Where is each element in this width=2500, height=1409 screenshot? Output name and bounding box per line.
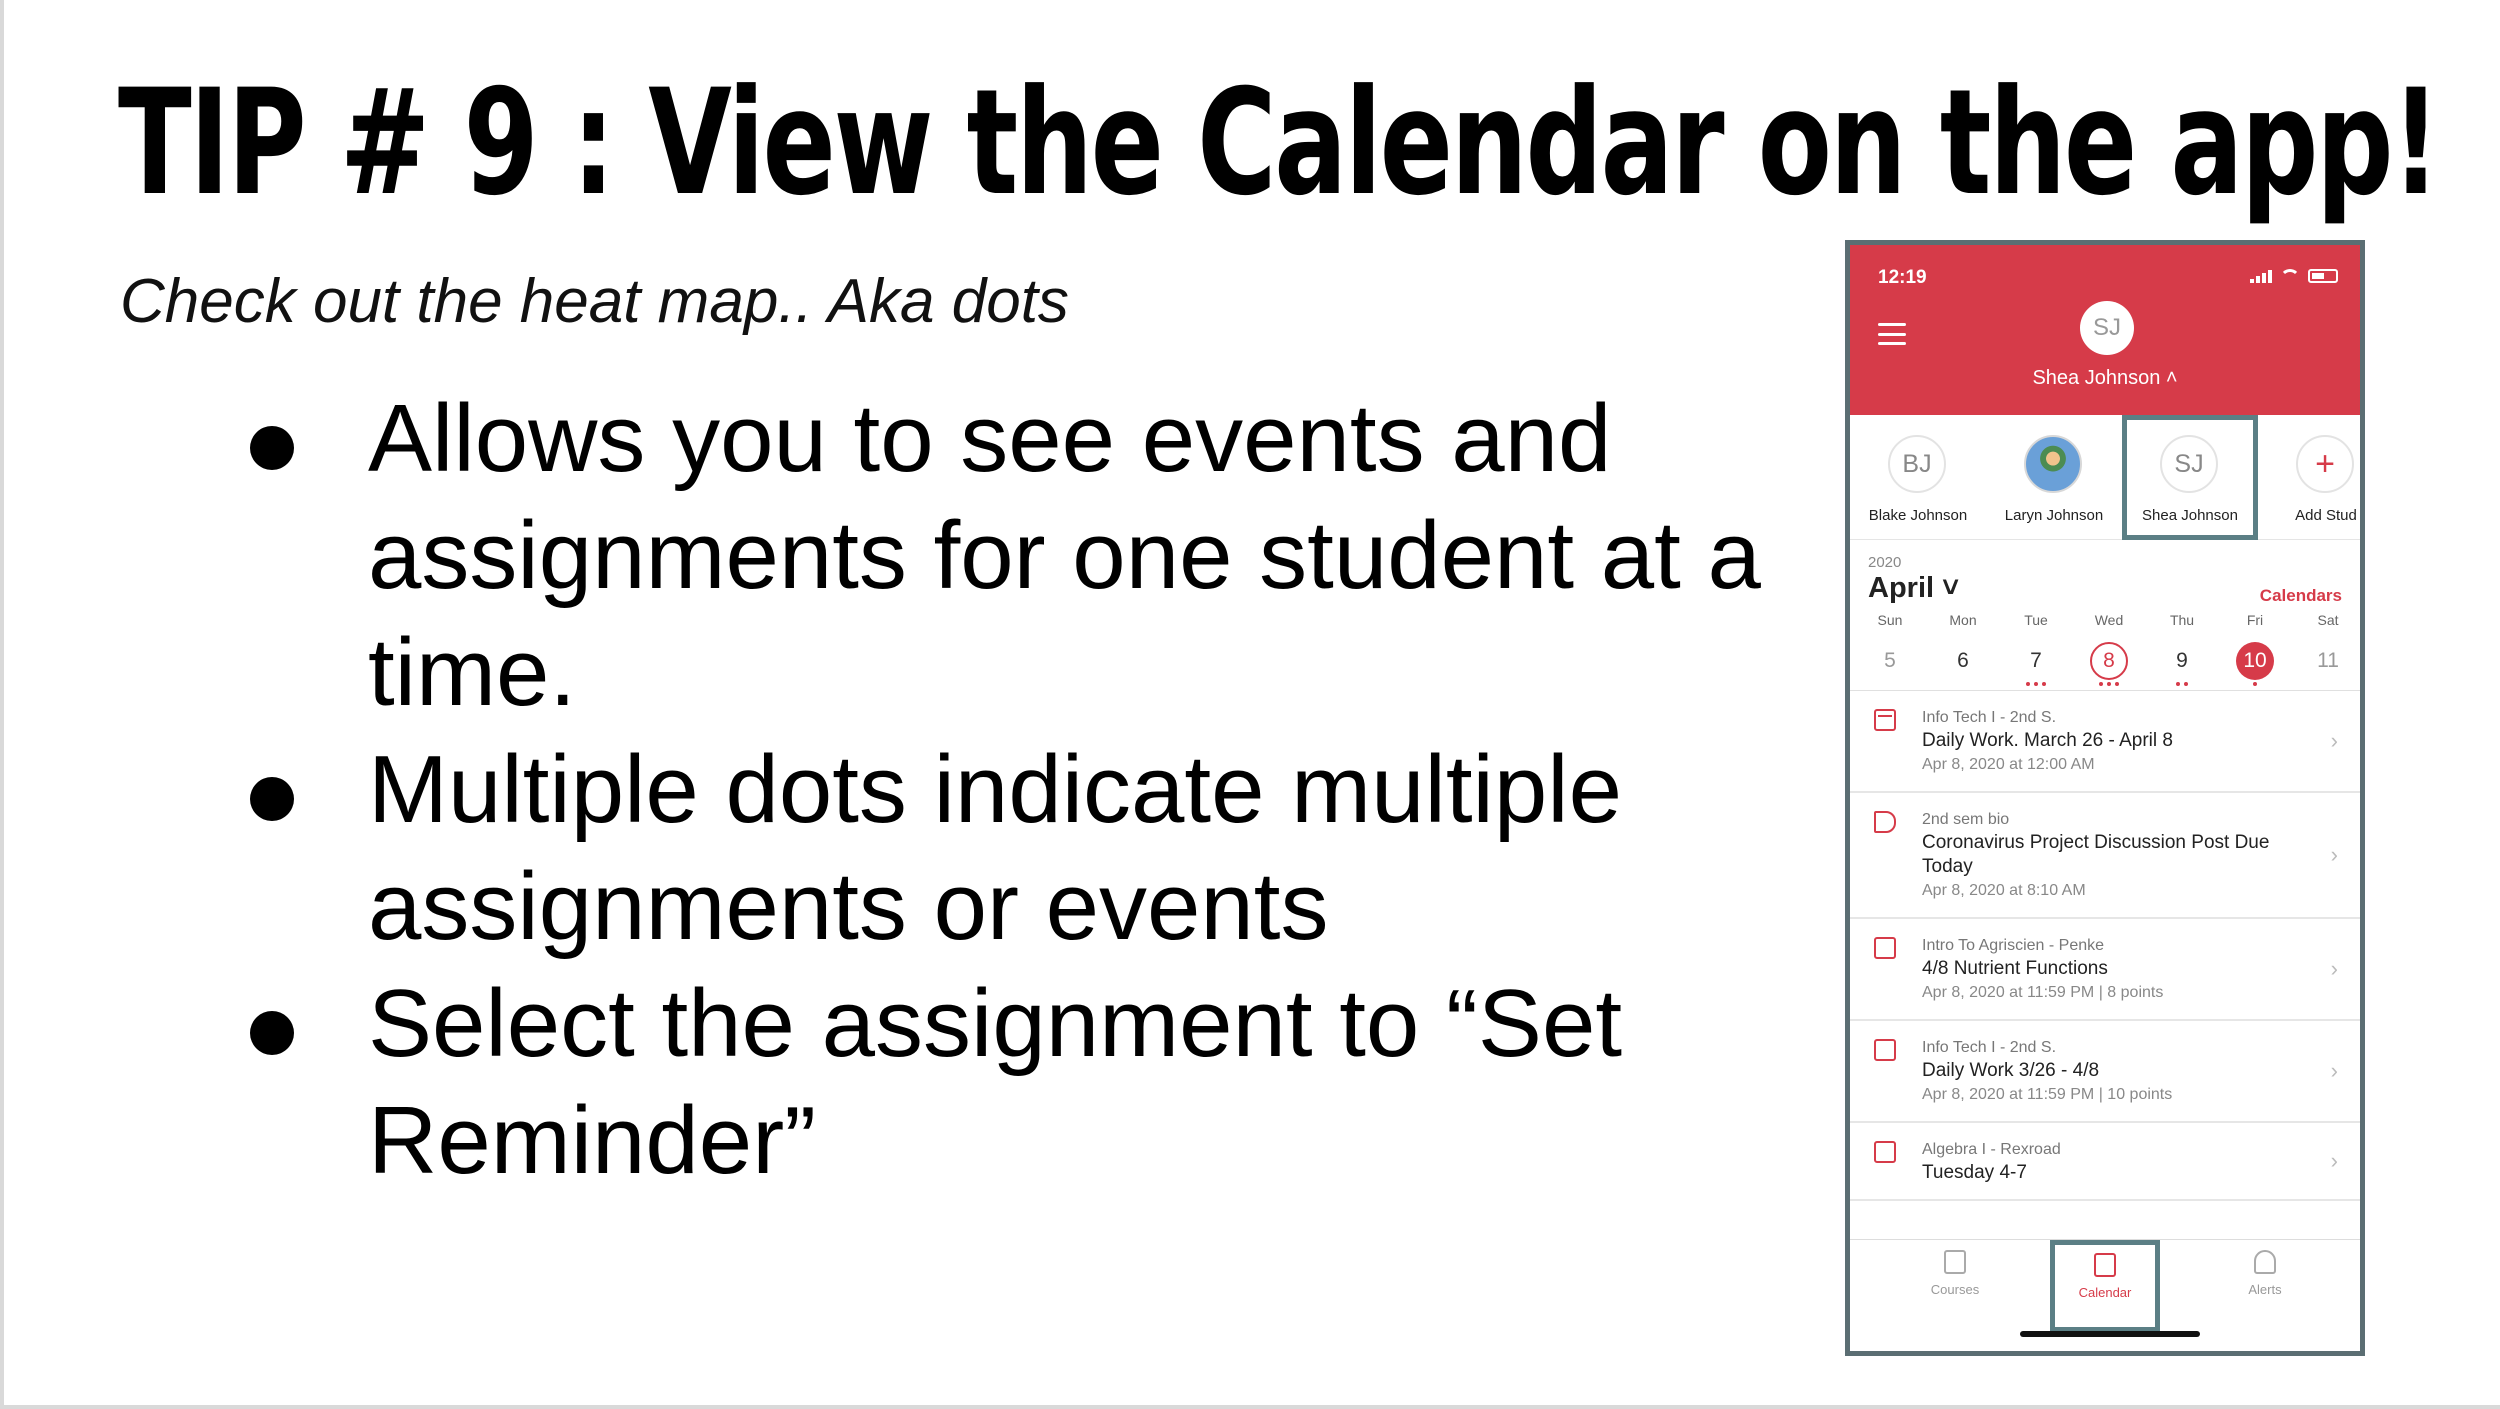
tab-label: Alerts xyxy=(2248,1282,2282,1297)
tab-calendar[interactable] xyxy=(2050,1240,2160,1332)
weekday-label: Sun xyxy=(1877,612,1903,628)
menu-icon[interactable] xyxy=(1878,323,1906,345)
month-picker[interactable]: April ˅ xyxy=(1868,572,1960,604)
day-sun[interactable] xyxy=(1854,612,1926,692)
assignment-icon xyxy=(1874,937,1896,959)
tab-label: Courses xyxy=(1930,1282,1980,1297)
event-meta: Apr 8, 2020 at 11:59 PM | 8 points xyxy=(1922,984,2164,1001)
event-dot-icon xyxy=(2042,682,2046,686)
weekday-label: Fri xyxy=(2246,612,2264,628)
slide-subtitle: Check out the heat map.. Aka dots xyxy=(120,267,1069,336)
event-dot-icon xyxy=(2034,682,2038,686)
avatar-photo xyxy=(2024,435,2082,493)
day-fri[interactable] xyxy=(2219,612,2291,692)
avatar: SJ xyxy=(2160,435,2218,493)
day-number: 10 xyxy=(2236,642,2274,680)
day-sat[interactable] xyxy=(2292,612,2364,692)
day-mon[interactable] xyxy=(1927,612,1999,692)
calendar-icon xyxy=(2094,1253,2116,1277)
weekday-label: Thu xyxy=(2169,612,2195,628)
chevron-right-icon: › xyxy=(2330,1148,2338,1173)
day-tue[interactable] xyxy=(2000,612,2072,692)
bullet-item xyxy=(250,731,1770,965)
status-time: 12:19 xyxy=(1878,267,1927,288)
bullet-dot-icon xyxy=(250,426,294,470)
event-dot-icon xyxy=(2115,682,2119,686)
event-course: Intro To Agriscien - Penke xyxy=(1922,937,2105,954)
event-meta: Apr 8, 2020 at 8:10 AM xyxy=(1922,882,2086,899)
event-title: Tuesday 4-7 xyxy=(1922,1162,2027,1183)
plus-icon: + xyxy=(2296,435,2354,493)
bullet-text: Allows you to see events and assignments for one student at a time. xyxy=(368,385,1761,726)
battery-icon xyxy=(2308,269,2338,283)
status-icons xyxy=(2250,269,2338,283)
phone-screenshot xyxy=(1845,240,2365,1356)
event-title: Daily Work. March 26 - April 8 xyxy=(1922,730,2173,751)
day-number: 9 xyxy=(2176,649,2188,672)
home-indicator xyxy=(2020,1331,2200,1337)
event-course: Algebra I - Rexroad xyxy=(1922,1141,2061,1158)
day-number: 7 xyxy=(2030,649,2042,672)
add-student-button[interactable] xyxy=(2258,415,2365,540)
weekday-label: Mon xyxy=(1949,612,1977,628)
chevron-right-icon: › xyxy=(2330,1058,2338,1083)
wifi-icon xyxy=(2280,269,2300,283)
bullet-dot-icon xyxy=(250,777,294,821)
signal-icon xyxy=(2250,269,2272,283)
student-name: Shea Johnson xyxy=(2142,507,2238,524)
bullet-item xyxy=(250,965,1770,1199)
bullet-item xyxy=(250,380,1770,731)
student-shea[interactable] xyxy=(2122,415,2258,540)
tab-bar xyxy=(1850,1239,2360,1351)
student-blake[interactable] xyxy=(1850,415,1986,540)
weekday-label: Sat xyxy=(2317,612,2339,628)
bullet-list xyxy=(250,380,1770,1199)
bell-icon xyxy=(2254,1250,2276,1274)
event-course: Info Tech I - 2nd S. xyxy=(1922,709,2057,726)
event-item[interactable] xyxy=(1850,691,2360,793)
day-number: 6 xyxy=(1957,649,1969,672)
calendar-icon xyxy=(1874,709,1896,731)
tab-label: Calendar xyxy=(2078,1285,2132,1300)
event-course: 2nd sem bio xyxy=(1922,811,2010,828)
header-student-name[interactable]: Shea Johnson ˄ xyxy=(2032,367,2178,389)
assignment-icon xyxy=(1874,1039,1896,1061)
day-number: 8 xyxy=(2090,642,2128,680)
weekday-label: Tue xyxy=(2024,612,2048,628)
student-switcher xyxy=(1850,415,2360,540)
student-name: Laryn Johnson xyxy=(2004,507,2104,524)
day-number: 11 xyxy=(2317,649,2339,672)
event-dot-icon xyxy=(2107,682,2111,686)
student-name: Blake Johnson xyxy=(1868,507,1968,524)
event-item[interactable] xyxy=(1850,1123,2360,1201)
event-dot-icon xyxy=(2099,682,2103,686)
day-thu[interactable] xyxy=(2146,612,2218,692)
event-item[interactable] xyxy=(1850,793,2360,919)
event-dot-icon xyxy=(2176,682,2180,686)
event-dot-icon xyxy=(2253,682,2257,686)
calendars-link[interactable]: Calendars xyxy=(2259,586,2342,605)
event-title: Coronavirus Project Discussion Post Due Today xyxy=(1922,832,2270,877)
student-laryn[interactable] xyxy=(1986,415,2122,540)
chevron-right-icon: › xyxy=(2330,842,2338,867)
chevron-right-icon: › xyxy=(2330,956,2338,981)
event-dot-icon xyxy=(2026,682,2030,686)
header-avatar[interactable]: SJ xyxy=(2080,301,2134,355)
event-course: Info Tech I - 2nd S. xyxy=(1922,1039,2057,1056)
bullet-dot-icon xyxy=(250,1011,294,1055)
bullet-text: Select the assignment to “Set Reminder” xyxy=(368,970,1622,1194)
day-wed[interactable] xyxy=(2073,612,2145,692)
calendar-year: 2020 xyxy=(1868,554,1902,571)
bullet-text: Multiple dots indicate multiple assignments or events xyxy=(368,736,1622,960)
event-meta: Apr 8, 2020 at 12:00 AM xyxy=(1922,756,2095,773)
event-item[interactable] xyxy=(1850,919,2360,1021)
event-item[interactable] xyxy=(1850,1021,2360,1123)
app-header xyxy=(1850,245,2360,415)
event-meta: Apr 8, 2020 at 11:59 PM | 10 points xyxy=(1922,1086,2173,1103)
tab-alerts[interactable] xyxy=(2210,1250,2320,1297)
calendar-week xyxy=(1850,540,2360,690)
event-list xyxy=(1850,690,2360,1217)
chevron-right-icon: › xyxy=(2330,728,2338,753)
weekday-label: Wed xyxy=(2094,612,2124,628)
event-title: Daily Work 3/26 - 4/8 xyxy=(1922,1060,2100,1081)
add-student-label: Add Stud xyxy=(2295,507,2357,524)
tab-courses[interactable] xyxy=(1900,1250,2010,1297)
book-icon xyxy=(1944,1250,1966,1274)
slide-title: TIP # 9 : View the Calendar on the app! xyxy=(118,58,2439,228)
event-dot-icon xyxy=(2184,682,2188,686)
event-title: 4/8 Nutrient Functions xyxy=(1922,958,2108,979)
megaphone-icon xyxy=(1874,811,1896,833)
avatar: BJ xyxy=(1888,435,1946,493)
assignment-icon xyxy=(1874,1141,1896,1163)
day-number: 5 xyxy=(1884,649,1896,672)
